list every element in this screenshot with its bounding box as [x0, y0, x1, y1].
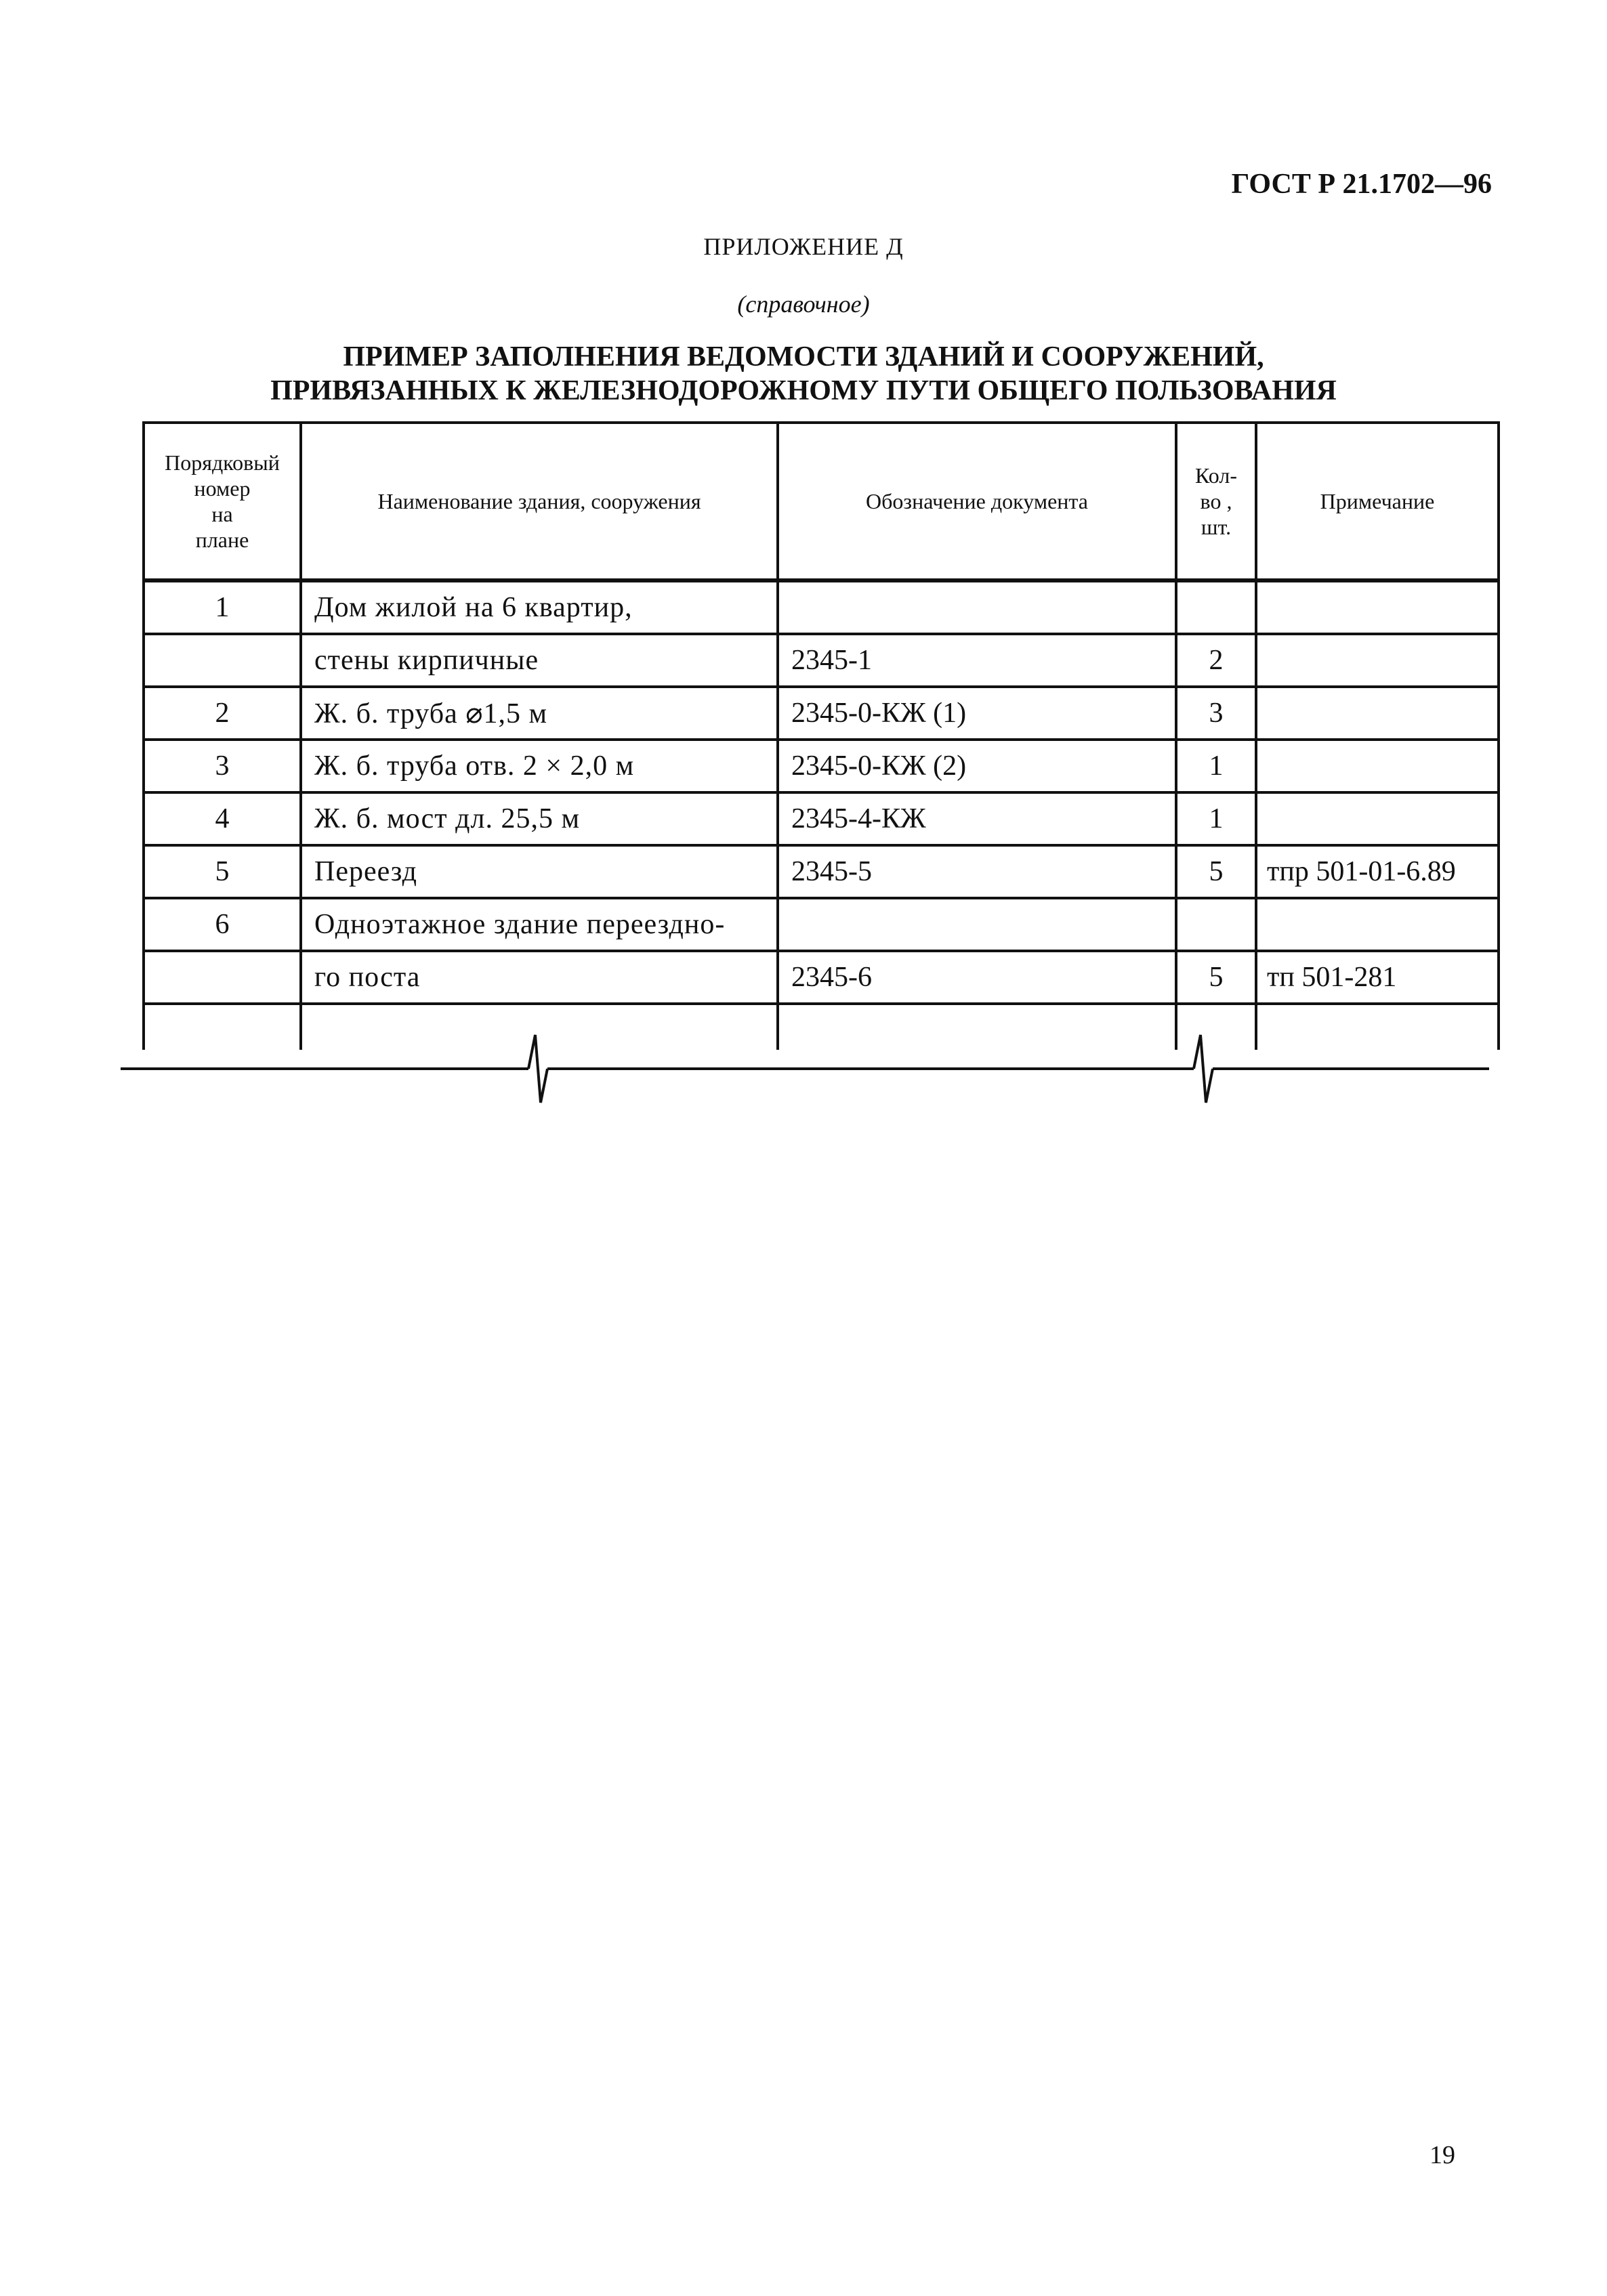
cell-num: 1 [144, 580, 301, 634]
header-document-designation: Обозначение документа [778, 423, 1176, 580]
cell-num: 4 [144, 792, 301, 845]
cell-name: Одноэтажное здание переездно- [301, 898, 778, 951]
header-note: Примечание [1256, 423, 1499, 580]
cell-qty: 1 [1176, 792, 1256, 845]
break-mark-left [528, 1035, 547, 1103]
cell-qty: 2 [1176, 634, 1256, 687]
appendix-label: ПРИЛОЖЕНИЕ Д [703, 233, 904, 260]
cell-name: Ж. б. мост дл. 25,5 м [301, 792, 778, 845]
cell-doc: 2345-0-КЖ (1) [778, 687, 1176, 740]
cell-name: Ж. б. труба ⌀1,5 м [301, 687, 778, 740]
cell-qty: 1 [1176, 740, 1256, 792]
cell-num: 3 [144, 740, 301, 792]
cell-name: Ж. б. труба отв. 2 × 2,0 м [301, 740, 778, 792]
cell-qty: 5 [1176, 951, 1256, 1004]
page-number: 19 [1429, 2141, 1455, 2169]
cell-doc: 2345-0-КЖ (2) [778, 740, 1176, 792]
header-quantity: Кол- во , шт. [1176, 423, 1256, 580]
title-line-1: ПРИМЕР ЗАПОЛНЕНИЯ ВЕДОМОСТИ ЗДАНИЙ И СООРУЖЕНИЙ, [343, 341, 1264, 373]
cell-doc: 2345-5 [778, 845, 1176, 898]
break-mark-right [1194, 1035, 1213, 1103]
document-code: ГОСТ Р 21.1702—96 [1231, 169, 1492, 200]
cell-name: го поста [301, 951, 778, 1004]
cell-doc: 2345-6 [778, 951, 1176, 1004]
cell-name: Дом жилой на 6 квартир, [301, 580, 778, 634]
cell-doc: 2345-1 [778, 634, 1176, 687]
cell-name: стены кирпичные [301, 634, 778, 687]
cell-num: 2 [144, 687, 301, 740]
cell-qty: 5 [1176, 845, 1256, 898]
appendix-type: (справочное) [737, 291, 870, 318]
cell-num: 5 [144, 845, 301, 898]
cell-qty: 3 [1176, 687, 1256, 740]
header-order-number: Порядковый номер на плане [144, 423, 301, 580]
cell-note: тпр 501-01-6.89 [1256, 845, 1499, 898]
cell-name: Переезд [301, 845, 778, 898]
cell-note: тп 501-281 [1256, 951, 1499, 1004]
header-building-name: Наименование здания, сооружения [301, 423, 778, 580]
cell-num: 6 [144, 898, 301, 951]
title-line-2: ПРИВЯЗАННЫХ К ЖЕЛЕЗНОДОРОЖНОМУ ПУТИ ОБЩЕГО ПОЛЬЗОВАНИЯ [270, 375, 1337, 406]
cell-doc: 2345-4-КЖ [778, 792, 1176, 845]
